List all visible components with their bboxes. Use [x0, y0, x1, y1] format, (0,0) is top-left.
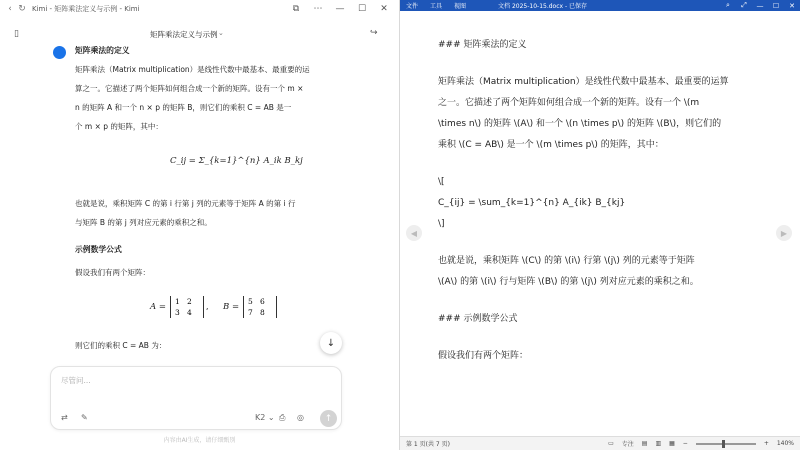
answer-block-2 [75, 194, 345, 282]
para4: 则它们的乘积 C = AB 为： [75, 341, 167, 350]
heading-definition: 矩阵乘法的定义 [75, 46, 130, 55]
zoom-level[interactable]: 140% [776, 440, 794, 447]
matrix-b-cell: 8 [260, 308, 265, 317]
ai-disclaimer: 内容由AI生成，请仔细甄别 [163, 437, 236, 444]
model-selector[interactable]: K2 ⌄ [255, 413, 275, 422]
matrix-a [170, 296, 204, 318]
focus-label[interactable]: 专注 [621, 441, 634, 448]
maximize-button[interactable]: ☐ [772, 1, 780, 10]
document-page[interactable] [400, 11, 800, 436]
more-icon[interactable]: ⋯ [313, 4, 323, 14]
status-bar [400, 436, 800, 450]
prev-page-icon[interactable]: ◀ [406, 225, 422, 241]
attach-icon[interactable]: ⎙ [279, 413, 286, 422]
matrix-a-cell: 4 [187, 308, 192, 317]
maximize-button[interactable]: ☐ [357, 4, 367, 14]
matrix-b-cell: 5 [248, 297, 253, 306]
close-button[interactable]: ✕ [789, 1, 795, 10]
matrix-b-cell: 7 [248, 308, 253, 317]
restore-icon[interactable]: ⤢ [741, 1, 747, 9]
scroll-down-button[interactable]: ↓ [320, 332, 342, 354]
para3: 假设我们有两个矩阵： [75, 268, 150, 277]
doc-line: \times n\) 的矩阵 \(A\) 和一个 \(n \times p\) 的矩阵 \(B\)，则它们的 [438, 119, 722, 129]
chat-input[interactable]: 尽管问... [61, 376, 91, 385]
chat-header [0, 26, 399, 44]
doc-line: ### 矩阵乘法的定义 [438, 40, 527, 50]
doc-line: ### 示例数学公式 [438, 314, 518, 324]
zoom-out-icon[interactable]: − [682, 440, 688, 447]
left-titlebar [0, 0, 399, 18]
ribbon-bar [400, 0, 800, 11]
print-layout-icon[interactable]: ▤ [641, 440, 648, 447]
read-mode-icon[interactable]: ▦ [669, 440, 675, 447]
doc-line: 乘积 \(C = AB\) 是一个 \(m \times p\) 的矩阵，其中： [438, 140, 664, 150]
chat-title[interactable]: 矩阵乘法定义与示例 [150, 30, 218, 39]
doc-line: \[ [438, 177, 445, 187]
para1-line3: n 的矩阵 A 和一个 n × p 的矩阵 B，则它们的乘积 C = AB 是一 [75, 103, 292, 112]
back-icon[interactable]: ‹ [8, 4, 12, 14]
matrix-b [243, 296, 277, 318]
mode-icon[interactable]: ◎ [297, 413, 304, 422]
window-title: Kimi - 矩阵乘法定义与示例 - Kimi [32, 5, 140, 13]
answer-block [75, 44, 345, 136]
next-page-icon[interactable]: ▶ [776, 225, 792, 241]
refresh-icon[interactable]: ↻ [18, 4, 26, 14]
matrix-b-cell: 6 [260, 297, 265, 306]
zoom-in-icon[interactable]: + [763, 440, 769, 447]
matrix-b-label: B = [223, 302, 240, 312]
para1-line4: 个 m × p 的矩阵，其中： [75, 122, 163, 131]
page-indicator: 第 1 页(共 7 页) [406, 441, 450, 448]
matrix-a-cell: 1 [175, 297, 180, 306]
para2-line2: 与矩阵 B 的第 j 列对应元素的乘积之和。 [75, 218, 212, 227]
matrix-a-cell: 3 [175, 308, 180, 317]
sidebar-toggle-icon[interactable]: ▯ [14, 29, 19, 39]
heading-example: 示例数学公式 [75, 245, 122, 254]
web-layout-icon[interactable]: ▥ [655, 440, 662, 447]
minimize-button[interactable]: — [335, 4, 345, 14]
minimize-button[interactable]: — [756, 1, 764, 10]
edit-icon[interactable]: ✎ [81, 413, 88, 422]
doc-line: C_{ij} = \sum_{k=1}^{n} A_{ik} B_{kj} [438, 198, 626, 208]
para1-line1: 矩阵乘法（Matrix multiplication）是线性代数中最基本、最重要的运 [75, 65, 310, 74]
answer-block-3 [75, 336, 345, 355]
doc-line: 之一。它描述了两个矩阵如何组合成一个新的矩阵。设有一个 \(m [438, 98, 700, 108]
document-title[interactable]: 文档 2025-10-15.docx - 已保存 [498, 3, 588, 10]
focus-mode-icon[interactable]: ▭ [608, 440, 614, 447]
chevron-down-icon[interactable]: ⌄ [218, 29, 224, 37]
extensions-icon[interactable]: ⧉ [292, 4, 300, 14]
share-icon[interactable]: ↪ [370, 28, 378, 38]
tab-file[interactable]: 文件 [406, 3, 419, 10]
search-icon[interactable]: ⌕ [726, 1, 730, 9]
tab-view[interactable]: 视图 [454, 3, 467, 10]
chat-input-box[interactable] [50, 366, 342, 430]
doc-line: \] [438, 219, 445, 229]
tools-icon[interactable]: ⇄ [61, 413, 68, 422]
kimi-avatar [53, 46, 66, 59]
doc-line: 假设我们有两个矩阵： [438, 351, 529, 361]
matrix-a-cell: 2 [187, 297, 192, 306]
matrix-a-label: A = [150, 302, 166, 312]
zoom-slider[interactable] [696, 443, 756, 445]
doc-line: \(A\) 的第 \(i\) 行与矩阵 \(B\) 的第 \(j\) 列对应元素的乘积之和。 [438, 277, 699, 287]
formula-definition: C_ij = Σ_{k=1}^{n} A_ik B_kj [170, 156, 303, 166]
doc-line: 矩阵乘法（Matrix multiplication）是线性代数中最基本、最重要的运算 [438, 77, 729, 87]
doc-line: 也就是说，乘积矩阵 \(C\) 的第 \(i\) 行第 \(j\) 列的元素等于矩阵 [438, 256, 695, 266]
comma: , [206, 302, 209, 311]
doc-body [438, 35, 768, 367]
close-button[interactable]: ✕ [380, 4, 388, 14]
zoom-knob[interactable] [722, 440, 725, 448]
tab-tools[interactable]: 工具 [430, 3, 443, 10]
send-button[interactable]: ↑ [320, 410, 337, 427]
para2-line1: 也就是说，乘积矩阵 C 的第 i 行第 j 列的元素等于矩阵 A 的第 i 行 [75, 199, 296, 208]
word-window [400, 0, 800, 450]
para1-line2: 算之一。它描述了两个矩阵如何组合成一个新的矩阵。设有一个 m × [75, 84, 304, 93]
